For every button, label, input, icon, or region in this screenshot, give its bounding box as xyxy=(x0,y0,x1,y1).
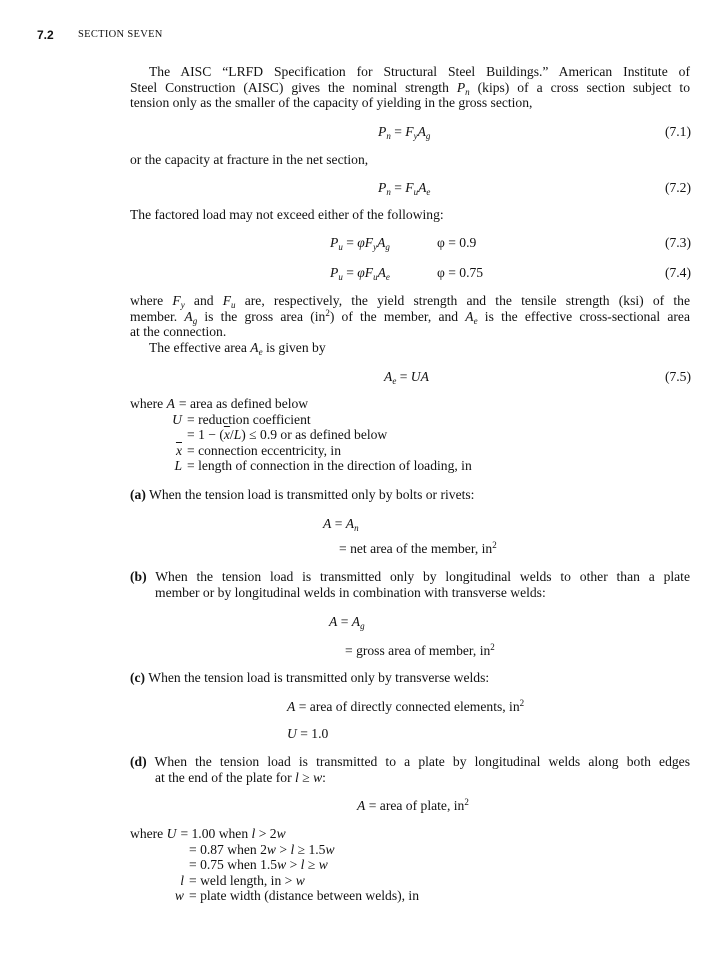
case-b-equation: $A = A_g$ xyxy=(329,614,365,631)
equation-number-7-5: (7.5) xyxy=(664,369,691,384)
case-a-result: = net area of the member, $in^2$ xyxy=(339,540,497,556)
where-u-row: = 0.87 when 2w > l ≥ 1.5w xyxy=(189,841,335,857)
equation-7-3: $P_u = \varphi F_yA_g$ xyxy=(330,235,390,252)
where-line-3: at the connection. xyxy=(130,324,227,340)
where-u-row: where U = 1.00 when l > 2w xyxy=(130,826,286,841)
phi-value-7-3: φ = 0.9 xyxy=(437,235,477,250)
intro-line-3: tension only as the smaller of the capacity of yielding in the gross section, xyxy=(130,95,533,111)
where-u-list xyxy=(130,826,419,904)
definition-row: U = reduction coefficient xyxy=(172,411,311,427)
definition-row: = $1 - (\overline{x}/L) \le 0.9$ or as defined below xyxy=(187,427,388,443)
equation-7-4: $P_u = \varphi F_uA_e$ xyxy=(330,265,390,282)
factored-load-text: The factored load may not exceed either of the following: xyxy=(130,207,444,222)
where-u-row: = 0.75 when 1.5w > l ≥ w xyxy=(189,857,328,873)
case-a-equation: $A = A_n$ xyxy=(323,516,359,533)
where-line-4: The effective area $A_e$ is given by xyxy=(149,340,326,358)
where-line-2: member. $A_g$ is the gross area $(in^2)$ of the member, and $A_e$ is the effective cross-sectional area xyxy=(130,307,690,326)
case-c: (c) When the tension load is transmitted only by transverse welds: xyxy=(130,670,490,685)
case-b: (b) When the tension load is transmitted only by longitudinal welds to other than a plate member or by longitudinal welds in combination with transverse welds: xyxy=(130,569,690,600)
definition-row: $\overline{x}$ = connection eccentricity, in xyxy=(175,442,341,458)
intro-line-1: The AISC “LRFD Specification for Structural Steel Buildings.” American Institute of xyxy=(149,64,690,79)
where-line-1: where $F_y$ and $F_u$ are, respectively, the yield strength and the tensile strength (ksi) of the xyxy=(130,293,690,310)
phi-value-7-4: φ = 0.75 xyxy=(437,265,484,280)
case-d-equation: A = area of plate, $in^2$ xyxy=(357,797,469,813)
case-c-equation-2: U = 1.0 xyxy=(287,726,329,741)
intro-line-2: Steel Construction (AISC) gives the nominal strength $P_n$ (kips) of a cross section subject to xyxy=(130,79,690,97)
definitions-list xyxy=(130,396,472,474)
equation-number-7-2: (7.2) xyxy=(664,180,691,195)
where-u-row: l = weld length, in > w xyxy=(180,872,305,888)
equation-7-2: $P_n = F_uA_e$ xyxy=(378,180,431,197)
case-b-result: = gross area of member, $in^2$ xyxy=(345,642,495,658)
section-title: SECTION SEVEN xyxy=(78,29,163,40)
intro-paragraph xyxy=(130,64,690,111)
equation-7-1: $P_n = F_yA_g$ xyxy=(378,124,431,141)
equation-7-5: $A_e$ = UA xyxy=(384,369,429,386)
where-u-row: w = plate width (distance between welds), in xyxy=(174,888,420,904)
definition-row: where A = area as defined below xyxy=(130,396,309,411)
equation-number-7-4: (7.4) xyxy=(664,265,691,280)
equation-number-7-1: (7.1) xyxy=(664,124,691,139)
equation-number-7-3: (7.3) xyxy=(664,235,691,250)
where-paragraph xyxy=(130,293,690,356)
definition-row: L = length of connection in the direction of loading, in xyxy=(174,458,472,474)
case-a: (a) When the tension load is transmitted only by bolts or rivets: xyxy=(130,487,475,502)
page-number: 7.2 xyxy=(37,28,54,42)
case-c-equation-1: A = area of directly connected elements, $in^2$ xyxy=(287,698,525,714)
fracture-text: or the capacity at fracture in the net section, xyxy=(130,152,369,167)
case-d: (d) When the tension load is transmitted to a plate by longitudinal welds along both edges at the end of the plate for l ≥ w: xyxy=(130,754,690,785)
